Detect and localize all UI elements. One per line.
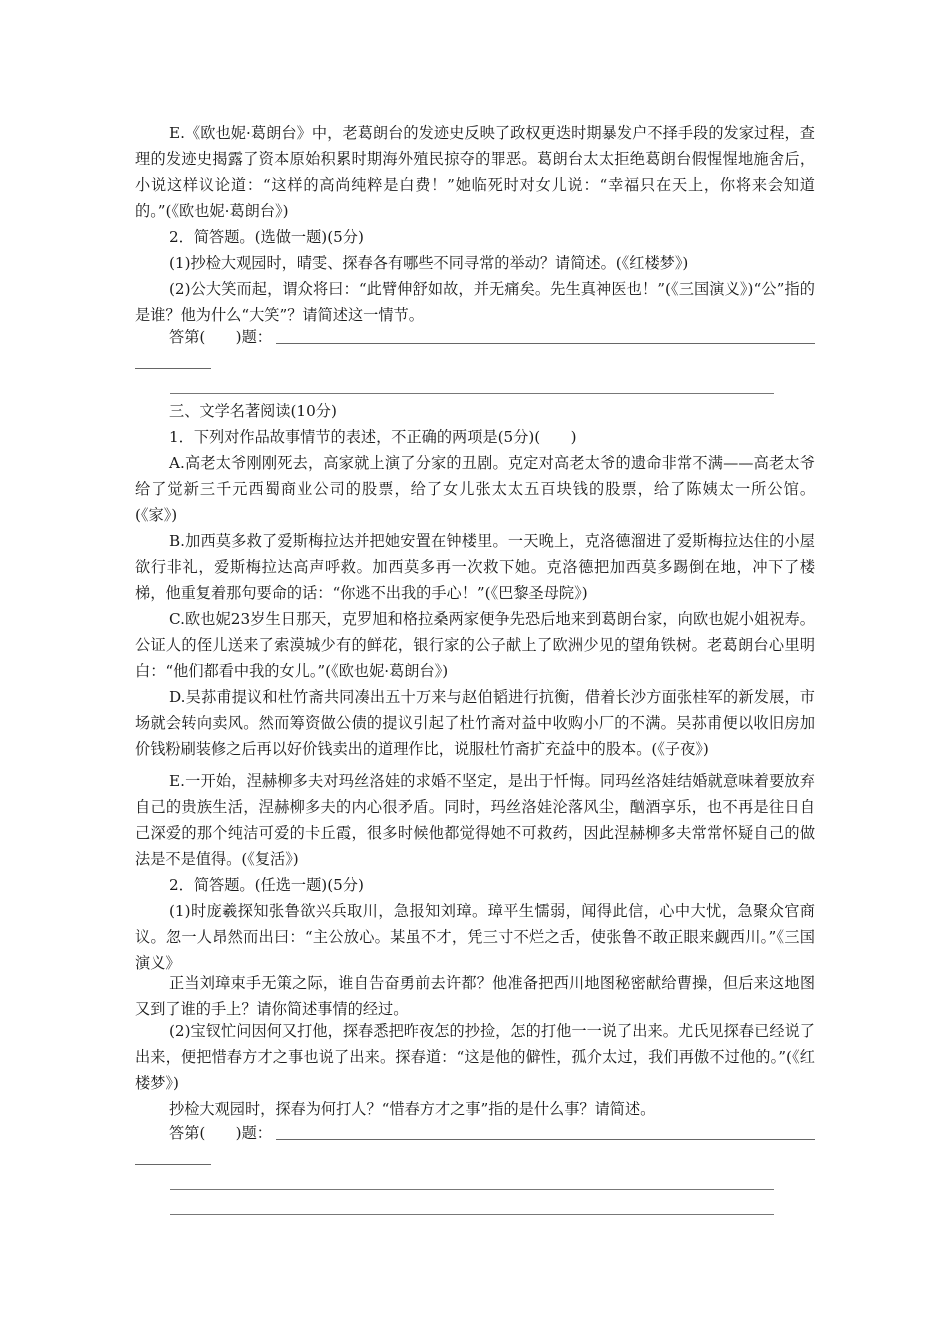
answer-line-2[interactable] (169, 1120, 815, 1146)
answer-rule (276, 342, 815, 344)
section3-question-1: 1．下列对作品故事情节的表述，不正确的两项是(5分)( ) (169, 428, 577, 446)
section3-title: 三、文学名著阅读(10分) (169, 402, 337, 420)
section3-question-2: 2．简答题。(任选一题)(5分) (169, 876, 364, 894)
answer-short-rule (135, 368, 211, 369)
section2-question-2-2: (2)公大笑而起，谓众将曰：“此臂伸舒如故，并无痛矣。先生真神医也！”(《三国演义》)“公”指的是谁？他为什么“大笑”？请简述这一情节。 (135, 280, 815, 324)
answer-long-rule (170, 393, 774, 394)
section3-option-b: B.加西莫多救了爱斯梅拉达并把她安置在钟楼里。一天晚上，克洛德溜进了爱斯梅拉达住的小屋欲行非礼，爱斯梅拉达高声呼救。加西莫多再一次救下她。克洛德把加西莫多踢倒在地，冲下了楼梯，他重复着那句要命的话：“你逃不出我的手心！”(《巴黎圣母院》) (135, 532, 815, 602)
section3-question-2-2-passage: (2)宝钗忙问因何又打他，探春悉把昨夜怎的抄捡，怎的打他一一说了出来。尤氏见探春已经说了出来，便把惜春方才之事也说了出来。探春道：“这是他的僻性，孤介太过，我们再傲不过他的。”(《红楼梦》) (135, 1022, 815, 1092)
section2-question-2: 2．简答题。(选做一题)(5分) (169, 228, 364, 246)
section3-option-c: C.欧也妮23岁生日那天，克罗旭和格拉桑两家便争先恐后地来到葛朗台家，向欧也妮小姐祝寿。公证人的侄儿送来了索漠城少有的鲜花，银行家的公子献上了欧洲少见的望角铁树。老葛朗台心里明白：“他们都看中我的女儿。”(《欧也妮·葛朗台》) (135, 610, 815, 680)
answer-long-rule (170, 1214, 774, 1215)
answer-line-1[interactable] (169, 324, 815, 350)
answer-label: 答第( )题： (169, 328, 272, 346)
answer-label: 答第( )题： (169, 1124, 272, 1142)
section3-question-2-2-prompt: 抄检大观园时，探春为何打人？“惜春方才之事”指的是什么事？请简述。 (169, 1100, 656, 1118)
section2-option-e: E.《欧也妮·葛朗台》中，老葛朗台的发迹史反映了政权更迭时期暴发户不择手段的发家过程，查理的发迹史揭露了资本原始积累时期海外殖民掠夺的罪恶。葛朗台太太拒绝葛朗台假惺惺地施舍后，小说这样议论道：“这样的高尚纯粹是白费！”她临死时对女儿说：“幸福只在天上，你将来会知道的。”(《欧也妮·葛朗台》) (135, 124, 815, 220)
section3-option-e: E.一开始，涅赫柳多夫对玛丝洛娃的求婚不坚定，是出于忏悔。同玛丝洛娃结婚就意味着要放弃自己的贵族生活，涅赫柳多夫的内心很矛盾。同时，玛丝洛娃沦落风尘，酗酒享乐，也不再是往日自己深爱的那个纯洁可爱的卡丘霞，很多时候他都觉得她不可救药，因此涅赫柳多夫常常怀疑自己的做法是不是值得。(《复活》) (135, 772, 815, 868)
section3-option-a: A.高老太爷刚刚死去，高家就上演了分家的丑剧。克定对高老太爷的遗命非常不满——高老太爷给了觉新三千元西蜀商业公司的股票，给了女儿张太太五百块钱的股票，给了陈姨太一所公馆。(《家》) (135, 454, 815, 524)
answer-long-rule (170, 1189, 774, 1190)
section3-question-2-1-passage: (1)时庞羲探知张鲁欲兴兵取川，急报知刘璋。璋平生懦弱，闻得此信，心中大忧，急聚众官商议。忽一人昂然而出曰：“主公放心。某虽不才，凭三寸不烂之舌，使张鲁不敢正眼来觑西川。”《三国演义》 (135, 902, 815, 972)
answer-rule (276, 1138, 815, 1140)
answer-short-rule (135, 1164, 211, 1165)
section3-question-2-1-prompt: 正当刘璋束手无策之际，谁自告奋勇前去许都？他准备把西川地图秘密献给曹操，但后来这地图又到了谁的手上？请你简述事情的经过。 (135, 974, 815, 1018)
section3-option-d: D.吴荪甫提议和杜竹斋共同凑出五十万来与赵伯韬进行抗衡，借着长沙方面张桂军的新发展，市场就会转向卖风。然而筹资做公债的提议引起了杜竹斋对益中收购小厂的不满。吴荪甫便以收旧房加价钱粉刷装修之后再以好价钱卖出的道理作比，说服杜竹斋扩充益中的股本。(《子夜》) (135, 688, 815, 758)
section2-question-2-1: (1)抄检大观园时，晴雯、探春各有哪些不同寻常的举动？请简述。(《红楼梦》) (169, 254, 689, 272)
